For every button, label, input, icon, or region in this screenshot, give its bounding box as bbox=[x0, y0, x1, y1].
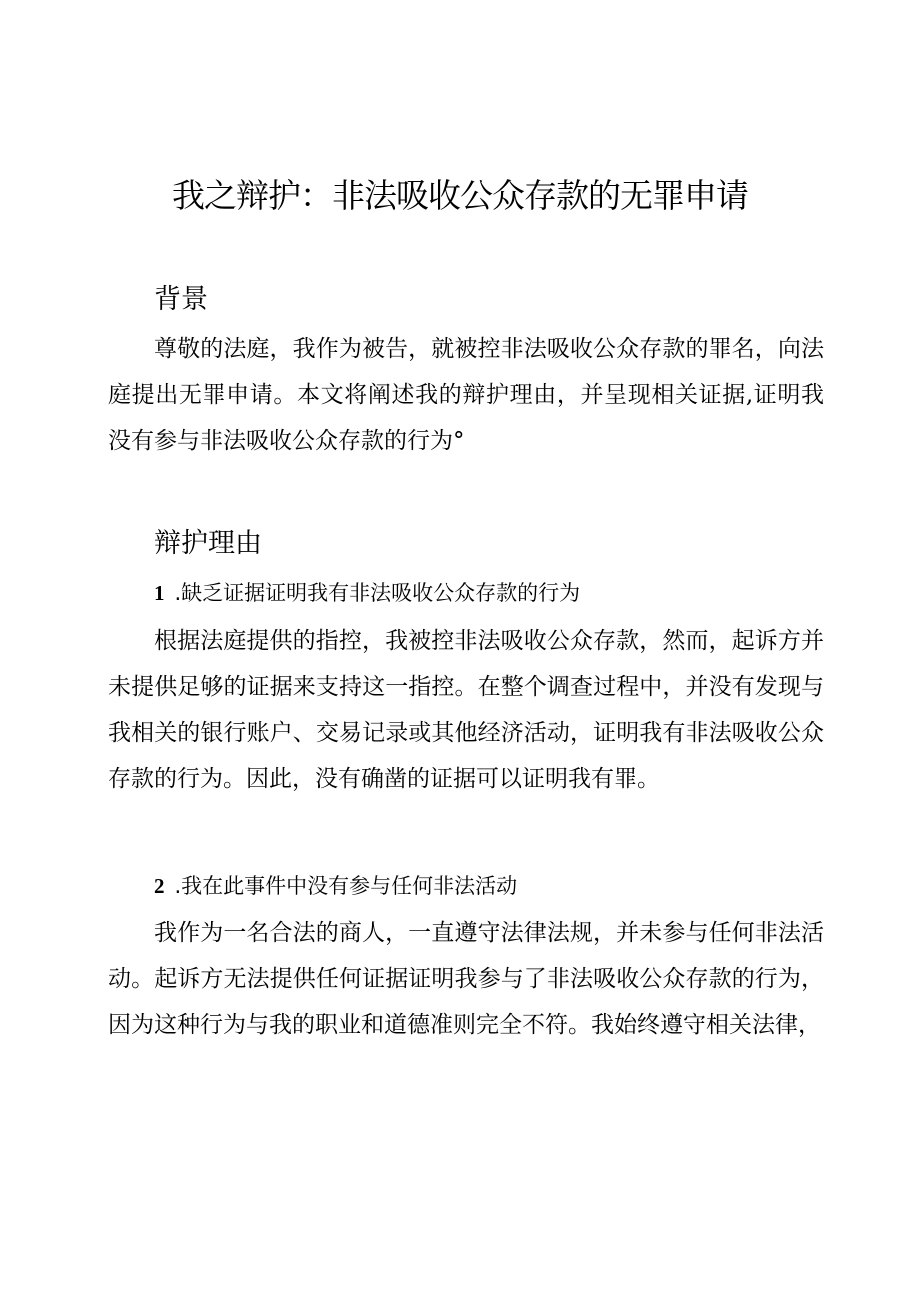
subsection-heading-text: .我在此事件中没有参与任何非法活动 bbox=[174, 874, 518, 898]
background-paragraph: 尊敬的法庭，我作为被告，就被控非法吸收公众存款的罪名，向法庭提出无罪申请。本文将阐述我的辩护理由，并呈现相关证据,证明我没有参与非法吸收公众存款的行为° bbox=[108, 336, 824, 454]
document-title: 我之辩护：非法吸收公众存款的无罪申请 bbox=[172, 176, 748, 215]
subsection-heading-2 bbox=[154, 870, 517, 902]
subsection-2-paragraph: 我作为一名合法的商人，一直遵守法律法规，并未参与任何非法活动。起诉方无法提供任何证据证明我参与了非法吸收公众存款的行为，因为这种行为与我的职业和道德准则完全不符。我始终遵守相关法律， bbox=[108, 920, 824, 1038]
section-heading-defense-reasons: 辩护理由 bbox=[154, 528, 262, 559]
subsection-number: 2 bbox=[154, 874, 165, 898]
section-heading-background: 背景 bbox=[154, 284, 208, 315]
subsection-heading-1 bbox=[154, 577, 580, 609]
subsection-1-paragraph: 根据法庭提供的指控，我被控非法吸收公众存款，然而，起诉方并未提供足够的证据来支持这一指控。在整个调查过程中，并没有发现与我相关的银行账户、交易记录或其他经济活动，证明我有非法吸收公众存款的行为。因此，没有确凿的证据可以证明我有罪。 bbox=[108, 628, 824, 792]
subsection-heading-text: .缺乏证据证明我有非法吸收公众存款的行为 bbox=[174, 581, 581, 605]
subsection-number: 1 bbox=[154, 581, 165, 605]
